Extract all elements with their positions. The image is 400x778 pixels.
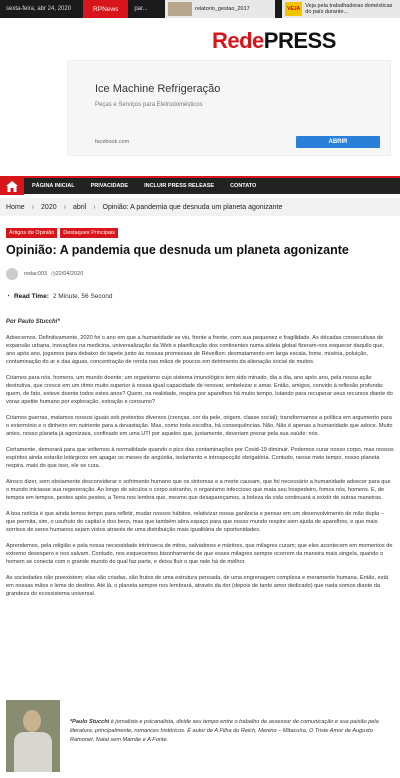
paragraph: Adoecemos. Definitivamente, 2020 foi o ano em que a humanidade se viu, frente a frente, com sua pequenez e fragilidade. As décadas consecutivas de expansão urbana, inovações na medicina, universalização da Web e planificação dos continentes numa aldeia global fizeram-nos esquecer daquilo que, ano após ano, jogamos para debaixo do tapete junto às nossas promessas de Réveillon: desmatamento em larga escala, fome, miséria, poluição, contaminação do ar e das águas, concentração de renda nas mãos de poucos em detrimento da alienação social de muitos. (6, 335, 385, 365)
article-tags (6, 228, 118, 238)
author-name[interactable]: redac003 (24, 271, 47, 277)
banner-open-button[interactable]: ABRIR (296, 136, 380, 148)
top-ad-1[interactable] (165, 0, 275, 18)
top-ad-2[interactable] (282, 0, 400, 18)
nav-item-contact[interactable]: CONTATO (230, 183, 257, 189)
site-logo[interactable] (212, 28, 336, 54)
clock-icon: ◷ (50, 271, 56, 277)
current-date: sexta-feira, abr 24, 2020 (6, 6, 72, 12)
main-nav (0, 176, 400, 194)
ad-banner[interactable] (67, 60, 391, 156)
author-bio (6, 700, 394, 772)
chevron-right-icon: › (93, 203, 96, 211)
breadcrumb-home[interactable]: Home (6, 203, 25, 211)
bio-description: é jornalista e psicanalista, divide seu tempo entre o trabalho de assessor de comunicação e sua paixão pela literatura, principalmente, romances históricos. É autor de A Filha do Reich, Menino – Mitacuíra, O Triste Amor de Augusto Ramonet, Natal sem Mamãe e A Fonte. (70, 719, 379, 743)
banner-title: Ice Machine Refrigeração (95, 83, 221, 95)
author-photo (6, 700, 60, 772)
banner-subtitle: Peças e Serviços para Eletrodomésticos (95, 102, 203, 108)
home-icon[interactable] (0, 177, 24, 195)
bio-name: *Paulo Stucchi (70, 719, 110, 725)
ad-thumbnail (168, 2, 192, 16)
ad-text: Veja pela trabalhadoras domésticas do país durante... (305, 3, 393, 15)
paragraph: Ainsco dizer, sem obviamente desconsiderar o sofrimento humano que os sintomas e a morte causam, que foi necessário a humanidade adoecer para que o mundo iniciasse sua regeneração. Ao longo de séculos o corpo estranho, o organismo infeccioso que mata seu hospedeiro, fomos nós, homens. E, de tempos em tempos, pestes após pestes, a Terra nos lembra que, mesmo que desapareçamos, a beleza da vida continuará a existir de outras maneiras. (6, 479, 391, 501)
read-time-value: 2 Minute, 56 Second (52, 293, 113, 300)
read-time (6, 293, 112, 300)
ad-text: relatorio_gestao_2017 (195, 6, 250, 12)
byline: Por Paulo Stucchi* (6, 319, 60, 325)
tag-opinion[interactable]: Artigos de Opinião (6, 228, 57, 238)
logo-black-part: PRESS (263, 28, 336, 53)
logo-red-part: Rede (212, 28, 264, 53)
nav-item-privacy[interactable]: PRIVACIDADE (90, 183, 129, 189)
chevron-right-icon: › (31, 203, 35, 211)
breadcrumb-year[interactable]: 2020 (41, 203, 57, 211)
news-ticker[interactable]: par... (134, 6, 148, 12)
chevron-right-icon: › (63, 203, 66, 211)
clock-icon: ◔ (6, 293, 10, 300)
bio-text (60, 700, 394, 772)
paragraph: As sociedades não preexistem; elas são criadas, são frutos de uma estrutura pensada, de uma engrenagem complexa e meramente humana. Então, está em nossas mãos o leme do destino. Até lá, o planeta sempre nos lembrará, através da dor (depois de tanto amor dedicado) que nada somos diante da grandeza do ecossistema universal. (6, 575, 389, 597)
publish-date: 22/04/2020 (55, 271, 84, 277)
banner-site: facebook.com (95, 139, 130, 145)
article-meta (6, 268, 83, 280)
article-body (6, 318, 394, 606)
paragraph: Criamos para nós, homens, um mundo doente; um organismo cujo sistema imunológico tem sido minado, dia a dia, ano após ano, pela nossa ação destrutiva, que cresce em um ritmo muito superior à nossa igual capacidade de renovar, embelezar e amar. Então, amigos, convido à reflexão profunda: quem, de fato, esteve doente todos estes anos? Quem, na realidade, respira por aparelhos há muito tempo, lutando para recuperar seus recursos diante do voraz apetite humano por exploração, extração e consumo? (6, 375, 393, 405)
breadcrumb (0, 198, 400, 216)
nav-item-home[interactable]: PÁGINA INICIAL (32, 183, 75, 189)
paragraph: Criamos guerras, matamos nossos iguais sob pretextos diversos (crenças, cor da pele, origem, classe social); transformamos a política em argumento para o extermínio e o dinheiro em nutriente para a devastação. Mas, como toda escolha, há consequências. Não, Não é apenas a humanidade que adoce. Muito antes, nosso planeta já agonizava, confinado em uma UTI por aqueles que, justamente, deveriam prezar pela sua saúde: nós. (6, 415, 393, 437)
paragraph: Aprendemos, pela religião e pela nossa necessidade intrínseca de mitos, salvadores e mártires, que milagres curam; que eles acontecem em momentos de extremo desespero e nos salvam. Contudo, nos esquecemos bisonhamente de que esses milagres sempre ocorrem da maneira mais singela, quando o homem se conecta com o grande mundo do qual faz parte, e deixa fluir o que nele há de melhor. (6, 543, 393, 565)
avatar (6, 268, 18, 280)
read-time-label: Read Time: (13, 293, 49, 300)
paragraph: Certamente, demorará para que voltemos à normalidade quando o pico das contaminações por Covid-19 diminuir. Podemos curar nosso corpo, mas nossos espíritos ainda estarão letárgicos em apagar os meses de angústia, isolamento e introspecção obrigatória. Contudo, nesse meio tempo, nosso planeta respira, mais do que isso, ele se cura. (6, 447, 394, 469)
breadcrumb-month[interactable]: abril (72, 203, 87, 211)
nav-item-press-release[interactable]: INCLUIR PRESS RELEASE (144, 183, 215, 189)
tag-highlights[interactable]: Destaques Principais (60, 228, 118, 238)
top-bar (0, 0, 400, 18)
paragraph: A boa notícia é que ainda temos tempo para refletir, mudar nossos hábitos, relativizar nossa ganância e pensar em um desenvolvimento de mão dupla – que permita, sim, o usufruto do capital e dos bens, mas que também abra espaço para que nosso mundo respire sem ajuda de aparelhos, e que mais sorrisos de seres humanos sejam vistos através de uma distribuição mais igualitária de oportunidades. (6, 511, 384, 533)
news-label[interactable]: RPNews (83, 0, 128, 18)
breadcrumb-current: Opinião: A pandemia que desnuda um planeta agonizante (102, 203, 283, 211)
ad-thumbnail: VEJA (285, 2, 302, 16)
article-title: Opinião: A pandemia que desnuda um planeta agonizante (6, 243, 349, 257)
